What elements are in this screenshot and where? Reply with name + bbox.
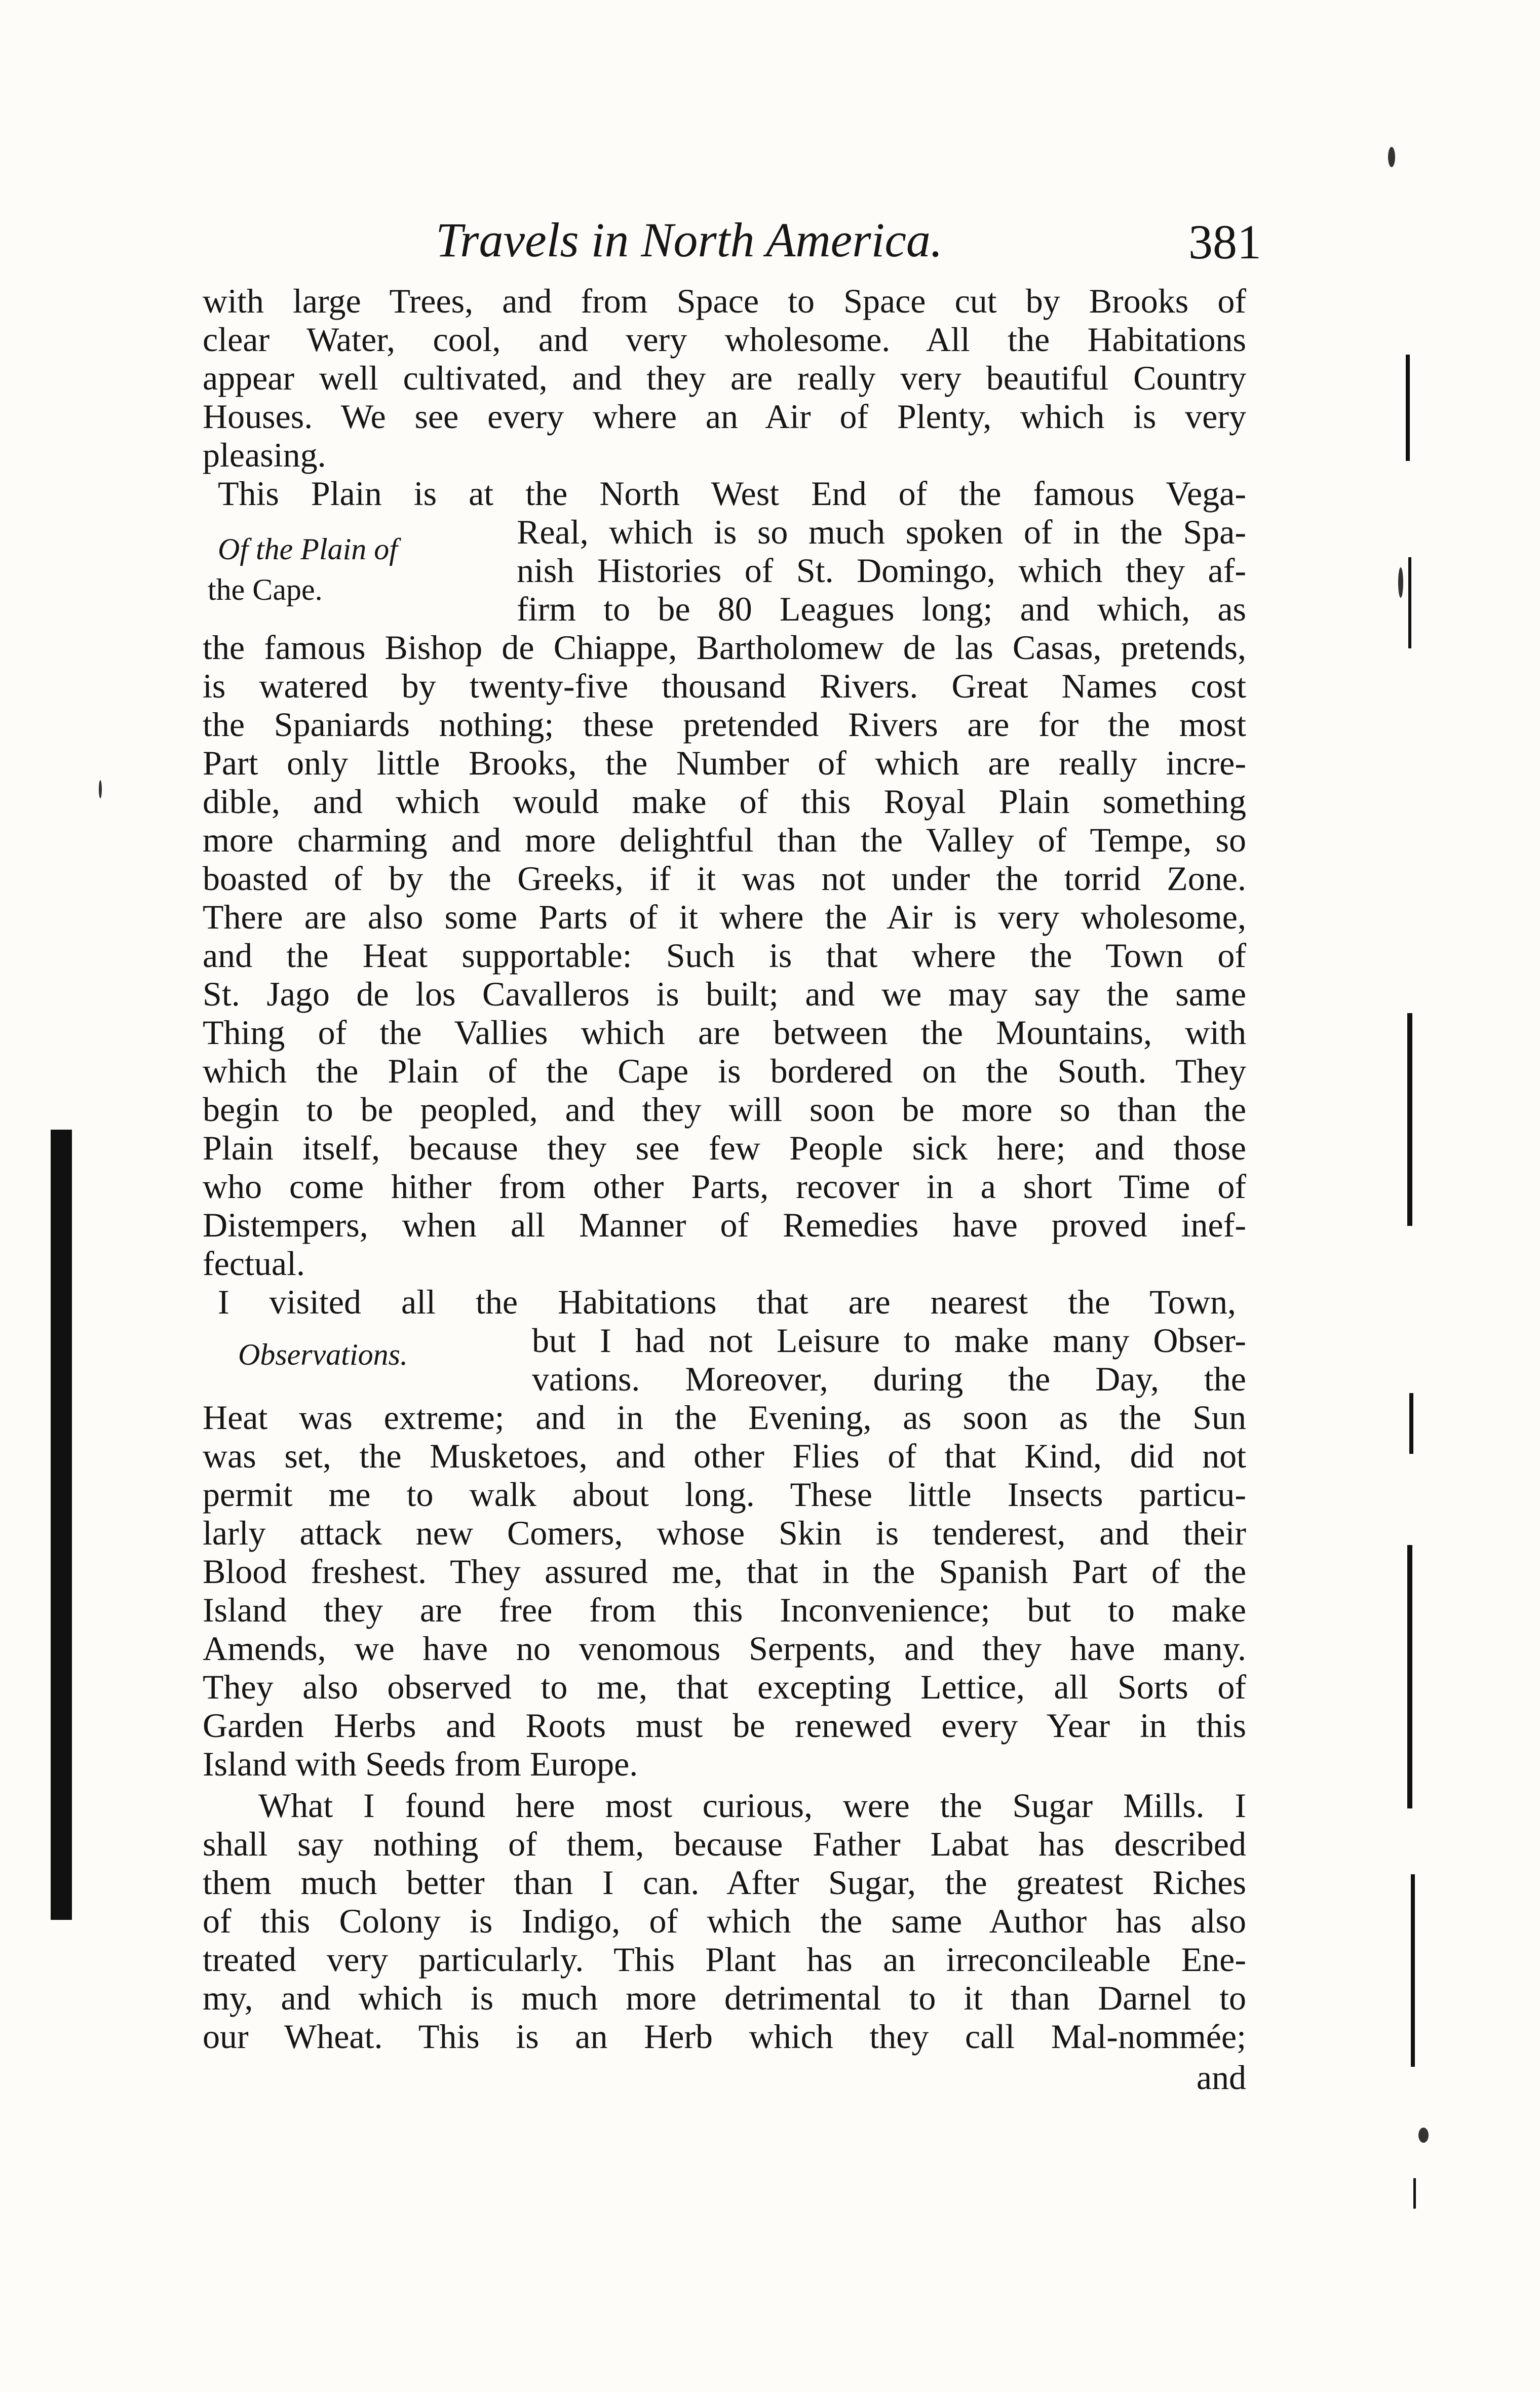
text-line: my, and which is much more detrimental to it than Darnel to (203, 1979, 1246, 2017)
scan-speck (1388, 147, 1395, 167)
text-line: What I found here most curious, were the Sugar Mills. I (258, 1786, 1246, 1825)
sidenote-plain-of-the-cape-2: the Cape. (208, 573, 323, 606)
scan-edge-bar (1407, 1013, 1412, 1226)
text-line: larly attack new Comers, whose Skin is tenderest, and their (203, 1514, 1246, 1552)
text-line: Island they are free from this Inconvenience; but to make (203, 1591, 1246, 1629)
text-line: Heat was extreme; and in the Evening, as soon as the Sun (203, 1398, 1246, 1437)
text-line: boasted of by the Greeks, if it was not under the torrid Zone. (203, 859, 1246, 898)
text-line: Thing of the Vallies which are between the Mountains, with (203, 1013, 1246, 1052)
text-line: Island with Seeds from Europe. (203, 1745, 638, 1783)
catchword: and (1196, 2058, 1246, 2097)
scan-edge-bar (1413, 2178, 1416, 2209)
sidenote-plain-of-the-cape: Of the Plain of (218, 532, 398, 566)
text-line: They also observed to me, that excepting Lettice, all Sorts of (203, 1668, 1246, 1706)
body-text (203, 284, 1261, 2107)
text-line: permit me to walk about long. These little Insects particu- (203, 1475, 1246, 1514)
text-line: firm to be 80 Leagues long; and which, as (517, 590, 1246, 628)
text-line: shall say nothing of them, because Father Labat has described (203, 1825, 1246, 1863)
text-line: dible, and which would make of this Royal Plain something (203, 782, 1246, 821)
text-line: is watered by twenty-five thousand Rivers. Great Names cost (203, 667, 1246, 705)
text-line: I visited all the Habitations that are nearest the Town, (218, 1283, 1236, 1321)
scan-speck (1418, 2128, 1429, 2143)
text-line: more charming and more delightful than the Valley of Tempe, so (203, 821, 1246, 859)
text-line: which the Plain of the Cape is bordered on the South. They (203, 1052, 1246, 1090)
text-line: Real, which is so much spoken of in the Spa- (517, 513, 1246, 551)
sidenote-observations: Observations. (238, 1338, 408, 1371)
text-line: begin to be peopled, and they will soon be more so than the (203, 1090, 1246, 1129)
text-line: Plain itself, because they see few People sick here; and those (203, 1129, 1246, 1167)
text-line: Part only little Brooks, the Number of which are really incre- (203, 744, 1246, 782)
text-line: St. Jago de los Cavalleros is built; and we may say the same (203, 975, 1246, 1013)
scan-edge-bar (1409, 1393, 1413, 1454)
scan-speck (1398, 567, 1403, 598)
text-line: There are also some Parts of it where the Air is very wholesome, (203, 898, 1246, 936)
text-line: the Spaniards nothing; these pretended Rivers are for the most (203, 705, 1246, 744)
text-line: appear well cultivated, and they are really very beautiful Country (203, 359, 1246, 397)
text-line: This Plain is at the North West End of the famous Vega- (218, 474, 1246, 513)
text-line: but I had not Leisure to make many Obser- (532, 1321, 1246, 1360)
scan-edge-bar (1408, 557, 1411, 648)
text-line: Houses. We see every where an Air of Plenty, which is very (203, 397, 1246, 436)
text-line: who come hither from other Parts, recover in a short Time of (203, 1167, 1246, 1206)
scan-edge-bar (1406, 355, 1410, 461)
running-title: Travels in North America. (436, 213, 943, 267)
scan-edge-bar (1411, 1874, 1415, 2067)
text-line: nish Histories of St. Domingo, which they af- (517, 551, 1246, 590)
text-line: pleasing. (203, 436, 326, 474)
running-header (436, 212, 1261, 278)
text-line: the famous Bishop de Chiappe, Bartholomew de las Casas, pretends, (203, 628, 1246, 667)
page-number: 381 (1188, 215, 1261, 269)
text-line: of this Colony is Indigo, of which the same Author has also (203, 1902, 1246, 1940)
scan-speck (99, 780, 102, 798)
binding-edge-bar (51, 1130, 72, 1920)
text-line: with large Trees, and from Space to Space cut by Brooks of (203, 282, 1246, 320)
text-line: and the Heat supportable: Such is that where the Town of (203, 936, 1246, 975)
text-line: them much better than I can. After Sugar, the greatest Riches (203, 1863, 1246, 1902)
text-line: clear Water, cool, and very wholesome. All the Habitations (203, 320, 1246, 359)
text-line: was set, the Musketoes, and other Flies of that Kind, did not (203, 1437, 1246, 1475)
text-line: Garden Herbs and Roots must be renewed every Year in this (203, 1706, 1246, 1745)
text-line: fectual. (203, 1244, 305, 1283)
text-line: Blood freshest. They assured me, that in the Spanish Part of the (203, 1552, 1246, 1591)
scan-edge-bar (1407, 1545, 1412, 1808)
text-line: vations. Moreover, during the Day, the (532, 1360, 1246, 1398)
text-line: Distempers, when all Manner of Remedies have proved inef- (203, 1206, 1246, 1244)
text-line: our Wheat. This is an Herb which they call Mal-nommée; (203, 2017, 1246, 2056)
text-line: treated very particularly. This Plant has an irreconcileable Ene- (203, 1940, 1246, 1979)
text-line: Amends, we have no venomous Serpents, and they have many. (203, 1629, 1246, 1668)
